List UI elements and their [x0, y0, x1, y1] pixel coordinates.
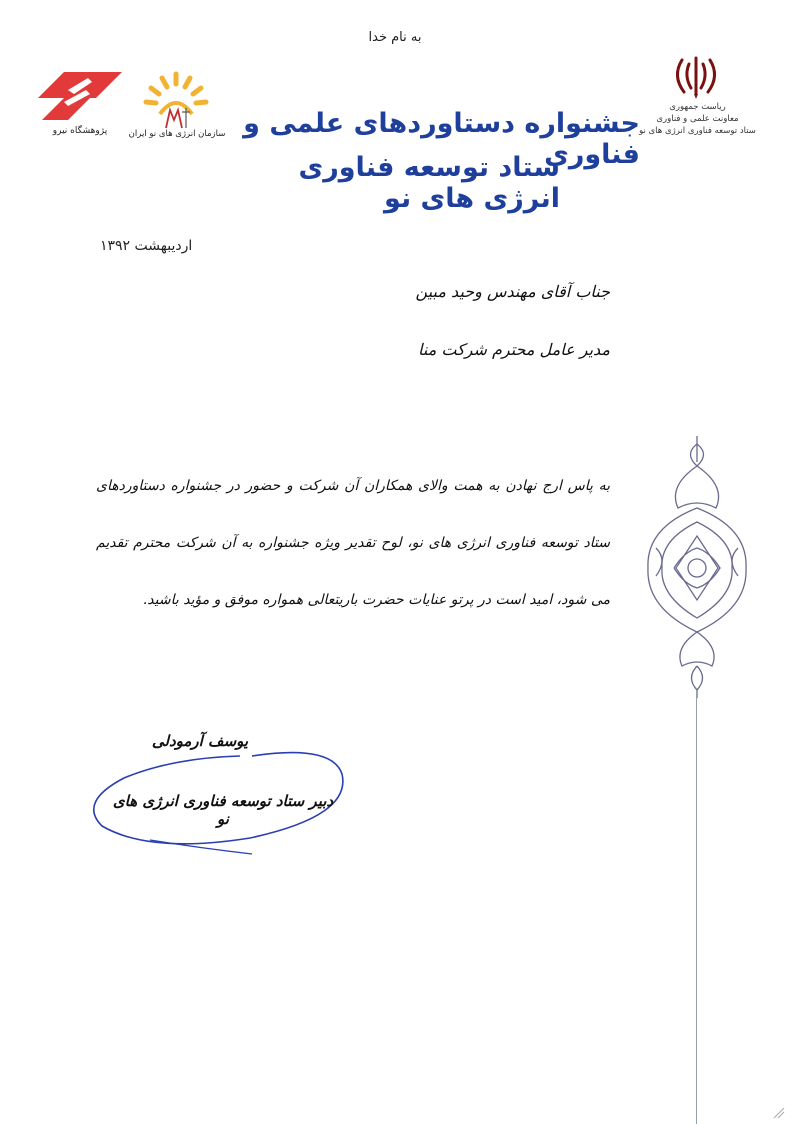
festival-title-line-2: ستاد توسعه فناوری انرژی های نو	[298, 152, 560, 214]
signatory-name: یوسف آرمودلی	[151, 732, 249, 750]
festival-title-line-1: جشنواره دستاوردهای علمی و فناوری	[243, 108, 640, 170]
satba-label: سازمان انرژی های نو ایران	[128, 129, 226, 139]
signatory-title: دبیر ستاد توسعه فناوری انرژی های نو	[112, 792, 334, 828]
recipient-position: مدیر عامل محترم شرکت منا	[418, 340, 610, 359]
iran-emblem-icon	[670, 54, 722, 100]
side-divider-line	[696, 690, 697, 1124]
satba-sun-logo	[140, 70, 212, 132]
org-line-vice-presidency: معاونت علمی و فناوری	[656, 114, 739, 124]
niroo-research-label: پژوهشگاه نیرو	[52, 126, 108, 136]
basmala-heading: به نام خدا	[368, 30, 422, 45]
decorative-ornament	[638, 436, 756, 698]
recipient-name: جناب آقای مهندس وحید مبین	[415, 282, 610, 301]
org-line-presidency: ریاست جمهوری	[669, 102, 726, 112]
page-corner-mark	[772, 1106, 786, 1120]
letter-date: اردیبهشت ۱۳۹۲	[100, 238, 193, 254]
org-line-headquarters: ستاد توسعه فناوری انرژی های نو	[639, 126, 756, 136]
niroo-research-logo	[34, 68, 126, 124]
letter-body: به پاس ارج نهادن به همت والای همکاران آن شرکت و حضور در جشنواره دستاوردهای ستاد توسعه فناوری انرژی های نو، لوح تقدیر ویژه جشنواره به آن شرکت محترم تقدیم می شود، امید است در پرتو عنایات حضرت باریتعالی همواره موفق و مؤید باشید.	[96, 478, 610, 608]
